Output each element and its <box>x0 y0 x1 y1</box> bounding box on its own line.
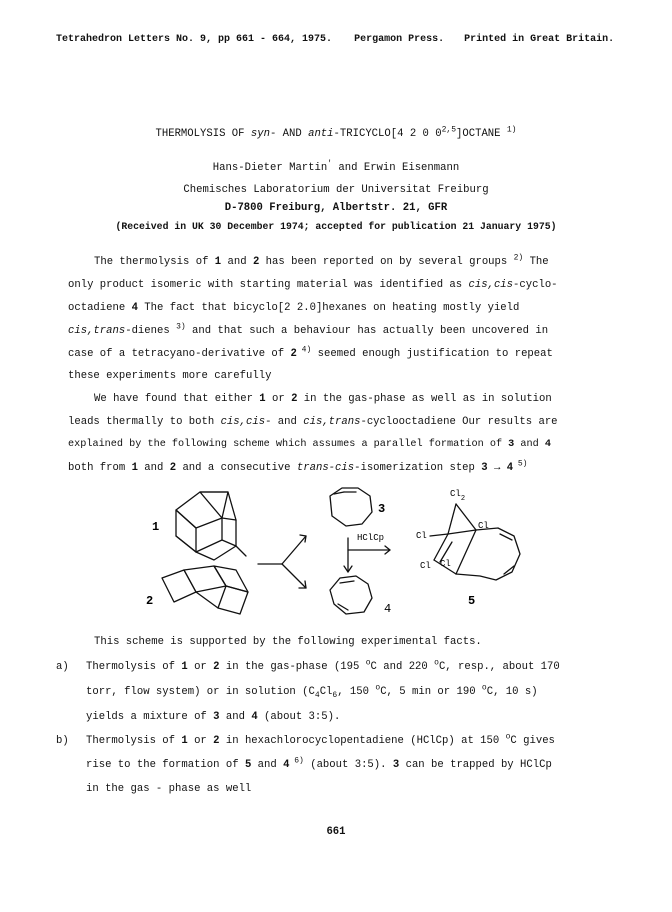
text: only product isomeric with starting material was identified as <box>68 279 469 291</box>
branch-arrows <box>258 535 306 588</box>
compound-2: 2 <box>213 661 220 673</box>
degree: o <box>365 658 371 668</box>
compound-2: 2 <box>169 462 177 474</box>
cl-label-b: Cl <box>416 531 427 541</box>
cl2-label <box>450 489 465 503</box>
item-a-line-1 <box>86 658 560 673</box>
compound-2: 2 <box>213 735 220 747</box>
text: yields a mixture of <box>86 711 214 723</box>
cl-label-c: Cl <box>420 561 431 571</box>
text: can be trapped by HClCp <box>399 759 552 771</box>
cl-label-a: Cl <box>478 521 489 531</box>
text: and <box>514 439 545 450</box>
reagent-label: HClCp <box>357 533 385 543</box>
publisher: Pergamon Press. <box>354 34 445 45</box>
structure-compound-4 <box>330 576 372 614</box>
text: (about 3:5). <box>257 711 341 723</box>
title-anti: anti <box>308 128 334 140</box>
text: -dienes <box>125 325 177 337</box>
text: -cyclooctadiene Our results are <box>360 416 558 428</box>
text: and <box>219 711 252 723</box>
compound-4: 4 <box>251 711 258 723</box>
item-b-label: b) <box>56 735 69 747</box>
received-line: (Received in UK 30 December 1974; accepted for publication 21 January 1975) <box>115 221 557 232</box>
text: rise to the formation of <box>86 759 245 771</box>
text: leads thermally to both <box>68 416 221 428</box>
text: torr, flow system) or in solution (C <box>86 686 315 698</box>
text: - and <box>265 416 304 428</box>
title-superscript: 2,5 <box>441 125 457 135</box>
text: and <box>221 256 253 268</box>
compound-3: 3 <box>481 462 488 474</box>
text: seemed enough justification to repeat <box>311 348 553 360</box>
isomerization-arrow <box>344 538 390 572</box>
subscript: 6 <box>332 691 338 701</box>
label-compound-3: 3 <box>378 502 386 516</box>
text: C gives <box>510 735 555 747</box>
title-part: - AND <box>269 128 309 140</box>
footnote-ref: 3) <box>176 322 186 332</box>
compound-1: 1 <box>259 393 266 405</box>
label-compound-5: 5 <box>468 594 476 608</box>
article-title <box>0 125 672 140</box>
paragraph-1-line-6: these experiments more carefully <box>68 370 272 382</box>
stereo-descriptor: cis,trans <box>303 416 361 428</box>
text: Cl <box>319 686 333 698</box>
stereo-descriptor: cis,cis <box>468 279 514 291</box>
cl2-subscript: 2 <box>460 495 466 503</box>
footnote-ref: 4) <box>296 345 312 355</box>
text: The <box>523 256 549 268</box>
title-footnote-ref: 1) <box>506 125 517 135</box>
text: Thermolysis of <box>86 735 182 747</box>
printed-in: Printed in Great Britain. <box>464 34 615 45</box>
compound-5: 5 <box>244 759 252 771</box>
text: and <box>137 462 170 474</box>
paragraph-3: This scheme is supported by the following experimental facts. <box>94 636 482 648</box>
author-1: Hans-Dieter Martin <box>212 162 328 174</box>
text: Thermolysis of <box>86 661 182 673</box>
footnote-ref: 5) <box>513 459 528 469</box>
text: has been reported on by several groups <box>259 256 514 268</box>
stereo-descriptor: cis,trans <box>68 325 126 337</box>
text: , 150 <box>337 686 376 698</box>
text: The fact that bicyclo[2 2.0]hexanes on heating mostly yield <box>137 302 520 314</box>
compound-2: 2 <box>290 348 297 360</box>
item-a-label: a) <box>56 661 69 673</box>
compound-1: 1 <box>181 735 188 747</box>
text: -cyclo- <box>513 279 558 291</box>
paragraph-1-line-3 <box>68 302 519 314</box>
journal-citation: Tetrahedron Letters No. 9, pp 661 - 664, 1975. <box>56 34 333 45</box>
text: (about 3:5). <box>303 759 393 771</box>
compound-3: 3 <box>213 711 220 723</box>
text: in the gas-phase (195 <box>219 661 366 673</box>
paragraph-1-line-2 <box>68 279 558 291</box>
paragraph-2-line-4 <box>68 459 528 474</box>
footnote-ref: 6) <box>289 756 304 766</box>
label-compound-2: 2 <box>146 594 154 608</box>
compound-4: 4 <box>544 439 551 450</box>
compound-3: 3 <box>508 439 515 450</box>
structure-compound-2 <box>162 566 248 614</box>
text: and a consecutive <box>176 462 297 474</box>
arrow-glyph: → <box>487 462 507 474</box>
degree: o <box>375 683 381 693</box>
footnote-ref: 2) <box>513 253 524 263</box>
label-compound-1: 1 <box>152 520 160 534</box>
paragraph-2-line-1 <box>94 393 552 405</box>
text: C, 5 min or 190 <box>380 686 482 698</box>
item-b-line-3: in the gas - phase as well <box>86 783 252 795</box>
paragraph-2-line-3 <box>68 439 551 450</box>
page-number: 661 <box>326 826 346 838</box>
compound-2: 2 <box>252 256 260 268</box>
author-mark: ' <box>327 159 333 169</box>
title-syn: syn <box>250 128 270 140</box>
text: or <box>187 735 214 747</box>
item-a-line-3 <box>86 711 340 723</box>
subscript: 4 <box>314 691 320 701</box>
structure-compound-3 <box>330 488 372 526</box>
degree: o <box>434 658 439 668</box>
item-a-line-2 <box>86 683 538 701</box>
paragraph-1-line-1 <box>94 253 549 268</box>
degree: o <box>505 732 511 742</box>
text: C and 220 <box>370 661 435 673</box>
text: We have found that either <box>94 393 260 405</box>
text: case of a tetracyano-derivative of <box>68 348 291 360</box>
label-compound-4: 4 <box>384 602 392 616</box>
compound-4: 4 <box>283 759 290 771</box>
text: and that such a behaviour has actually been uncovered in <box>185 325 549 337</box>
text: or <box>187 661 214 673</box>
text: and <box>251 759 284 771</box>
text: The thermolysis of <box>94 256 215 268</box>
author-2: and Erwin Eisenmann <box>332 162 460 174</box>
paragraph-1-line-4 <box>68 322 549 337</box>
text: in the gas-phase as well as in solution <box>297 393 552 405</box>
text: both from <box>68 462 132 474</box>
compound-1: 1 <box>214 256 222 268</box>
compound-4: 4 <box>131 302 138 314</box>
title-part: THERMOLYSIS OF <box>155 128 251 140</box>
text: explained by the following scheme which assumes a parallel formation of <box>68 439 509 450</box>
text: or <box>265 393 292 405</box>
structure-compound-1 <box>176 492 246 560</box>
paragraph-1-line-5 <box>68 345 553 360</box>
title-part: ]OCTANE <box>456 128 507 140</box>
item-b-line-2 <box>86 756 552 771</box>
cl-label-d: Cl <box>440 559 451 569</box>
running-header <box>56 34 614 45</box>
text: -isomerization step <box>354 462 482 474</box>
stereo-descriptor: cis,cis <box>220 416 266 428</box>
compound-1: 1 <box>181 661 188 673</box>
compound-4: 4 <box>506 462 514 474</box>
text: C, resp., about 170 <box>438 661 560 673</box>
degree: o <box>481 683 487 693</box>
title-part: -TRICYCLO[4 2 0 0 <box>333 128 442 140</box>
compound-1: 1 <box>131 462 138 474</box>
text: C, 10 s) <box>486 686 538 698</box>
compound-2: 2 <box>291 393 298 405</box>
compound-3: 3 <box>392 759 400 771</box>
reaction-scheme <box>0 480 672 620</box>
text: in hexachlorocyclopentadiene (HClCp) at 150 <box>219 735 506 747</box>
affiliation-line-2: D-7800 Freiburg, Albertstr. 21, GFR <box>224 202 448 214</box>
text: octadiene <box>68 302 132 314</box>
paragraph-2-line-2 <box>68 416 558 428</box>
cl2-text: Cl <box>450 489 461 499</box>
authors <box>0 159 672 174</box>
stereo-descriptor: trans-cis <box>296 462 355 474</box>
affiliation-line-1: Chemisches Laboratorium der Universitat Freiburg <box>183 184 489 196</box>
item-b-line-1 <box>86 732 555 747</box>
